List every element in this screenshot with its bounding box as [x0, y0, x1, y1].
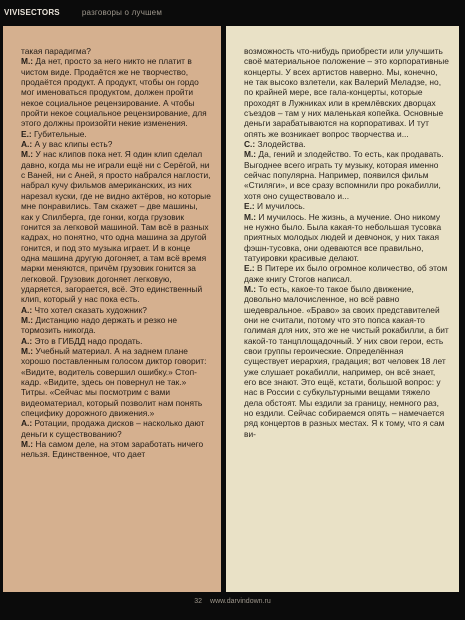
interview-paragraph — [244, 201, 449, 211]
speaker-label: М.: — [21, 149, 34, 160]
interview-paragraph — [244, 284, 449, 439]
website-link[interactable]: www.darvindown.ru — [210, 598, 271, 605]
interview-paragraph — [21, 305, 211, 315]
interview-paragraph — [244, 139, 449, 149]
paragraph-text: возможность что-нибудь приобрести или улучшить своё материальное положение – это корпоративные концерты. У всех артистов наверно. Мы, конечно, не так высоко взлетели, как Валерий Меладзе, но, по крайней мере, все гала-концерты, которые проходят в Лужниках или в кремлёвских дворцах съездов – там у них маленькая копейка. Основные деньги зарабатываются на корпоративах. И тут опять же возникает вопрос творчества и... — [244, 46, 449, 139]
speaker-label: М.: — [244, 283, 257, 294]
interview-paragraph — [21, 129, 211, 139]
magazine-section-title: VIVISECTORS — [4, 7, 60, 17]
speaker-label: М.: — [244, 149, 257, 160]
interview-paragraph — [21, 336, 211, 346]
interview-paragraph — [244, 46, 449, 139]
interview-paragraph — [244, 212, 449, 264]
speaker-label: Е.: — [244, 201, 255, 212]
speaker-label: Е.: — [244, 263, 255, 274]
paragraph-text: В Питере их было огромное количество, об этом даже книгу Стогов написал. — [244, 263, 448, 284]
speaker-label: М.: — [244, 211, 257, 222]
interview-paragraph — [21, 149, 211, 304]
paragraph-text: И мучилось. — [257, 201, 305, 212]
paragraph-text: такая парадигма? — [21, 46, 91, 56]
paragraph-text: У нас клипов пока нет. Я один клип сделал давно, когда мы не играли ещё ни с Серёгой, ни с Ваней, ни с Аней, я просто набрался наглости, набрал кучу фильмов американских, из них нарезал куски, где не видно актёров, но которые мне понравились. Там скажет – две машины, как у Спилберга, где гонки, когда грузовик гонится за легковой машиной. Там всё в разных кадрах, но понятно, что одна машина за другой гонится, и под это музыка играет. И в конце одна машина другую догоняет, а там всё время марки меняются, причём грузовик гонится за легковой. Грузовик догоняет легковую, ударяется, загорается, всё. Это единственный клип, который у нас пока есть. — [21, 149, 211, 305]
left-column — [3, 26, 221, 592]
paragraph-text: Злодейства. — [257, 139, 306, 150]
paragraph-text: Да нет, просто за него никто не платит в чистом виде. Продаётся же не творчество, продаётся продукт. А продукт, чтобы он гордо мог именоваться продуктом, должен пройти некое социальное рецензирование. А чтобы пройти некое социальное рецензирование, для этого должны произойти некие изменения. — [21, 56, 207, 129]
speaker-label: М.: — [21, 345, 34, 356]
speaker-label: Е.: — [21, 128, 32, 139]
interview-paragraph — [21, 315, 211, 336]
paragraph-text: И мучилось. Не жизнь, а мучение. Оно никому не нужно было. Была какая-то небольшая тусовка приятных молодых людей и девчонок, у них такая фэшн-тусовка, они одеваются все правильно, татуировки красивые делают. — [244, 211, 442, 263]
paragraph-text: Что хотел сказать художник? — [34, 304, 147, 315]
page-header — [0, 0, 465, 24]
speaker-label: А.: — [21, 139, 33, 150]
interview-paragraph — [21, 418, 211, 439]
speaker-label: А.: — [21, 335, 33, 346]
interview-paragraph — [21, 46, 211, 56]
speaker-label: М.: — [21, 314, 34, 325]
interview-paragraph — [21, 439, 211, 460]
speaker-label: М.: — [21, 439, 34, 450]
paragraph-text: Это в ГИБДД надо продать. — [34, 335, 143, 346]
speaker-label: М.: — [21, 56, 34, 67]
interview-paragraph — [21, 139, 211, 149]
speaker-label: А.: — [21, 418, 33, 429]
section-subtitle: разговоры о лучшем — [81, 7, 163, 17]
interview-paragraph — [244, 263, 449, 284]
interview-paragraph — [244, 149, 449, 201]
right-column — [226, 26, 459, 592]
speaker-label: С.: — [244, 139, 256, 150]
interview-paragraph — [21, 346, 211, 418]
paragraph-text: Дистанцию надо держать и резко не тормозить никогда. — [21, 314, 178, 336]
interview-paragraph — [21, 56, 211, 128]
paragraph-text: Ротации, продажа дисков – насколько дают деньги к существованию? — [21, 418, 205, 439]
paragraph-text: То есть, какое-то такое было движение, довольно малочисленное, но всё равно шедевральное. «Браво» за своих представителей они не считали, потому что это попса какая-то голимая для них, это же не чистый рокабилли, а бит какой-то танцплощадочный. У них свои герои, есть свои группы героические. Определённая существует иерархия, градация; вот человек 18 лет уже слушает рокабилли, например, он всё знает, его все знают. Это ещё, кстати, большой вопрос: у нас в России с субкультурными вещами тяжело дела обстоят. Мы ездили за границу, немного раз, но ездили. Сейчас собираемся опять – намечается ряд концертов в разных местах. Я к тому, что я сам ви- — [244, 283, 449, 439]
paragraph-text: Учебный материал. А на заднем плане хорошо поставленным голосом диктор говорит: «Видите, водитель совершил ошибку.» Стоп-кадр. «Видите, здесь он повернул не так.» Титры. «Сейчас мы посмотрим с вами видеоматериал, который позволит нам понять специфику дорожного движения.» — [21, 345, 207, 419]
page-footer — [0, 598, 465, 612]
speaker-label: А.: — [21, 304, 33, 315]
paragraph-text: Да, гений и злодейство. То есть, как продавать. Выгоднее всего играть ту музыку, которая именно сейчас популярна. Например, появился фильм «Стиляги», и все сразу вспомнили про рокабилли, хотя оно существовало и... — [244, 149, 444, 201]
paragraph-text: На самом деле, на этом заработать ничего нельзя. Единственное, что дает — [21, 439, 204, 460]
page-number: 32 — [194, 598, 203, 605]
paragraph-text: Губительные. — [34, 128, 87, 139]
paragraph-text: А у вас клипы есть? — [34, 139, 113, 150]
